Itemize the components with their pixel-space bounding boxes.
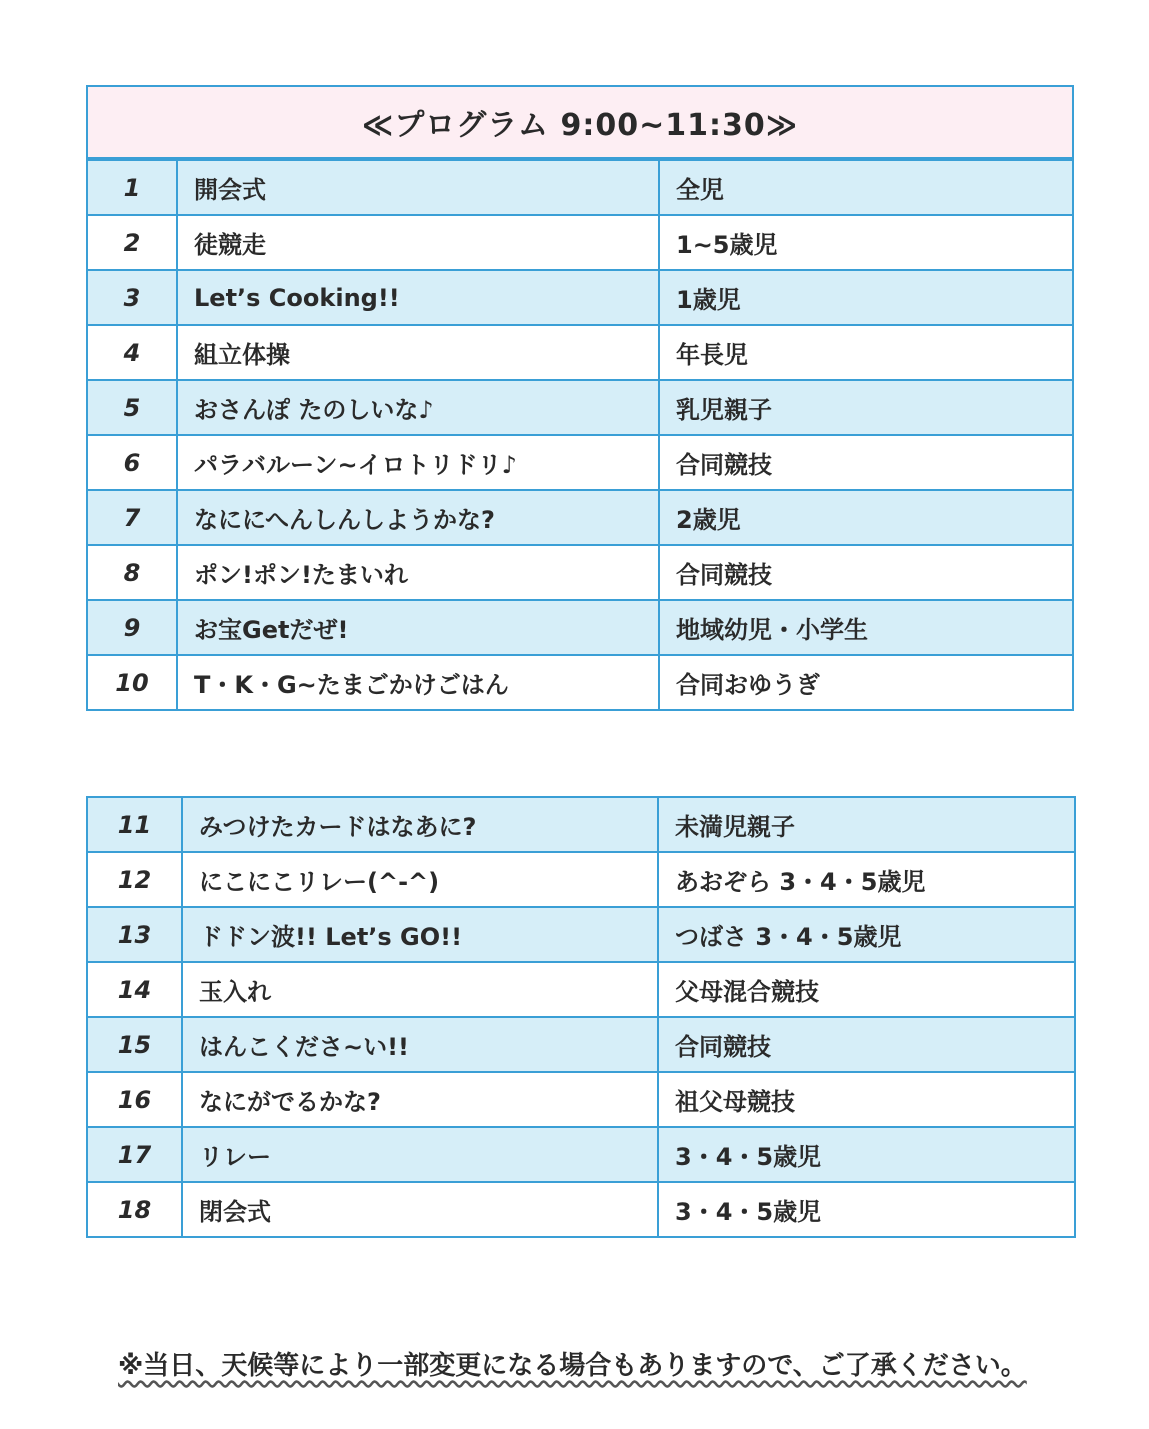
- table-row: [87, 1072, 1075, 1127]
- participants: 合同おゆうぎ: [659, 655, 1073, 710]
- participants: 3・4・5歳児: [658, 1182, 1075, 1237]
- table-row: [87, 215, 1073, 270]
- table-row: [87, 270, 1073, 325]
- item-number: 3: [87, 270, 177, 325]
- program-name: ポン!ポン!たまいれ: [177, 545, 659, 600]
- footer-note: ※当日、天候等により一部変更になる場合もありますので、ご了承ください。: [118, 1351, 1027, 1381]
- table-row: [87, 325, 1073, 380]
- program-name: 玉入れ: [182, 962, 658, 1017]
- participants: 全児: [659, 159, 1073, 215]
- item-number: 12: [87, 852, 182, 907]
- program-name: なにがでるかな?: [182, 1072, 658, 1127]
- program-name: なににへんしんしようかな?: [177, 490, 659, 545]
- table-row: [87, 1127, 1075, 1182]
- table-row: [87, 655, 1073, 710]
- participants: 1歳児: [659, 270, 1073, 325]
- table-row: [87, 545, 1073, 600]
- item-number: 2: [87, 215, 177, 270]
- item-number: 10: [87, 655, 177, 710]
- program-name: Let’s Cooking!!: [177, 270, 659, 325]
- participants: 年長児: [659, 325, 1073, 380]
- program-name: パラバルーン~イロトリドリ♪: [177, 435, 659, 490]
- table-row: [87, 159, 1073, 215]
- participants: 地域幼児・小学生: [659, 600, 1073, 655]
- item-number: 8: [87, 545, 177, 600]
- participants: 乳児親子: [659, 380, 1073, 435]
- item-number: 6: [87, 435, 177, 490]
- table-row: [87, 962, 1075, 1017]
- table-row: [87, 1017, 1075, 1072]
- table-row: [87, 907, 1075, 962]
- participants: 2歳児: [659, 490, 1073, 545]
- program-name: はんこくださ~い!!: [182, 1017, 658, 1072]
- program-table-part1: [86, 85, 1074, 711]
- participants: 合同競技: [659, 435, 1073, 490]
- program-title: ≪プログラム 9:00~11:30≫: [87, 86, 1073, 159]
- participants: 1~5歳児: [659, 215, 1073, 270]
- item-number: 16: [87, 1072, 182, 1127]
- table-row: [87, 380, 1073, 435]
- table-row: [87, 852, 1075, 907]
- participants: 合同競技: [659, 545, 1073, 600]
- table-row: [87, 1182, 1075, 1237]
- participants: 父母混合競技: [658, 962, 1075, 1017]
- program-name: 閉会式: [182, 1182, 658, 1237]
- item-number: 15: [87, 1017, 182, 1072]
- item-number: 13: [87, 907, 182, 962]
- program-name: T・K・G~たまごかけごはん: [177, 655, 659, 710]
- table-row: [87, 600, 1073, 655]
- table-row: [87, 797, 1075, 852]
- participants: つばさ 3・4・5歳児: [658, 907, 1075, 962]
- program-name: ドドン波!! Let’s GO!!: [182, 907, 658, 962]
- program-name: 開会式: [177, 159, 659, 215]
- program-name: みつけたカードはなあに?: [182, 797, 658, 852]
- program-name: リレー: [182, 1127, 658, 1182]
- program-table-part2: [86, 796, 1076, 1238]
- program-name: 徒競走: [177, 215, 659, 270]
- item-number: 11: [87, 797, 182, 852]
- table-row: [87, 490, 1073, 545]
- program-name: おさんぽ たのしいな♪: [177, 380, 659, 435]
- participants: 3・4・5歳児: [658, 1127, 1075, 1182]
- item-number: 4: [87, 325, 177, 380]
- item-number: 9: [87, 600, 177, 655]
- program-name: お宝Getだぜ!: [177, 600, 659, 655]
- table-row: [87, 435, 1073, 490]
- participants: 祖父母競技: [658, 1072, 1075, 1127]
- item-number: 14: [87, 962, 182, 1017]
- program-name: 組立体操: [177, 325, 659, 380]
- item-number: 17: [87, 1127, 182, 1182]
- participants: 合同競技: [658, 1017, 1075, 1072]
- program-name: にこにこリレー(^-^): [182, 852, 658, 907]
- participants: あおぞら 3・4・5歳児: [658, 852, 1075, 907]
- participants: 未満児親子: [658, 797, 1075, 852]
- item-number: 7: [87, 490, 177, 545]
- item-number: 5: [87, 380, 177, 435]
- item-number: 1: [87, 159, 177, 215]
- item-number: 18: [87, 1182, 182, 1237]
